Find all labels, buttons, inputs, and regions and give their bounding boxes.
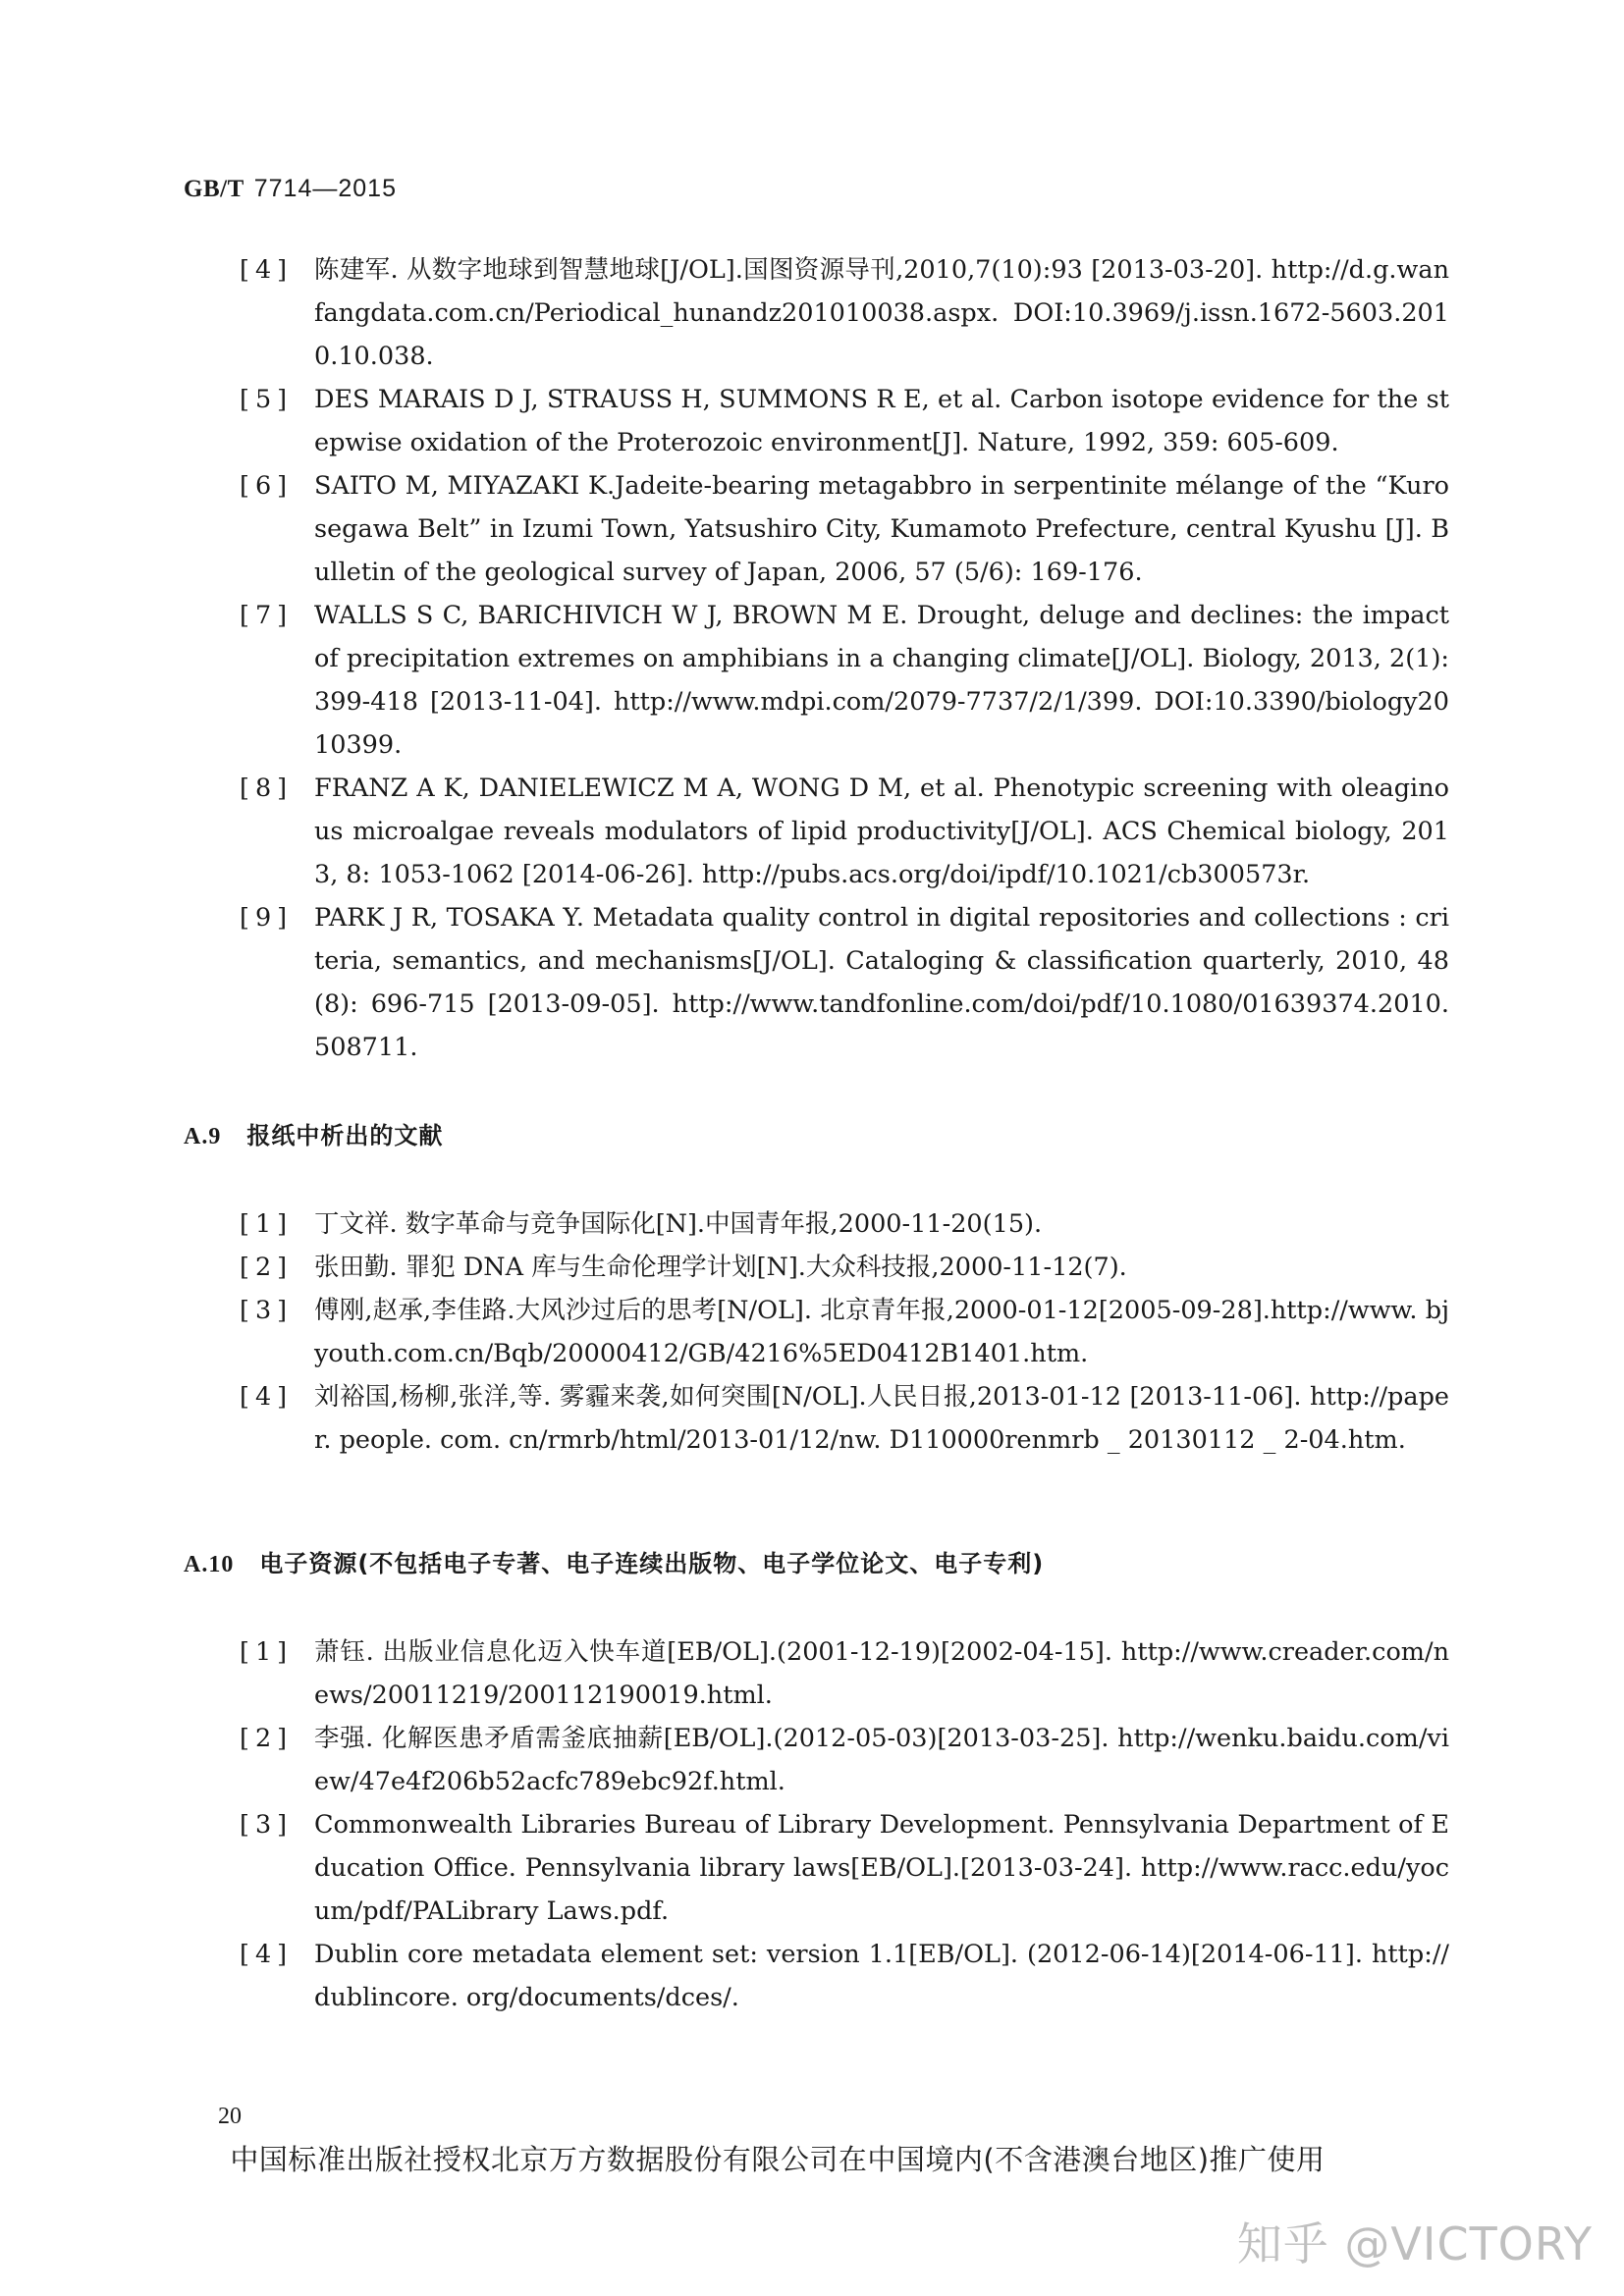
reference-index: [1] [240, 1209, 294, 1239]
reference-index: [8] [240, 774, 294, 803]
reference-item [240, 767, 1449, 896]
section-number: A.10 [184, 1552, 235, 1577]
reference-index: [4] [240, 255, 294, 285]
reference-text: 张田勤. 罪犯 DNA 库与生命伦理学计划[N].大众科技报,2000-11-12(7). [314, 1253, 1127, 1282]
reference-text: DES MARAIS D J, STRAUSS H, SUMMONS R E, et al. Carbon isotope evidence for the stepwise oxidation of the Proterozoic environment[J]. Nature, 1992, 359: 605-609. [314, 385, 1449, 457]
reference-index: [4] [240, 1940, 294, 1969]
reference-item [240, 464, 1449, 594]
reference-text: 丁文祥. 数字革命与竞争国际化[N].中国青年报,2000-11-20(15). [314, 1209, 1043, 1239]
reference-text: Dublin core metadata element set: version 1.1[EB/OL]. (2012-06-14)[2014-06-11]. http://dublincore. org/documents/dces/. [314, 1940, 1449, 2012]
reference-item [240, 594, 1449, 767]
standard-number: 7714—2015 [253, 175, 397, 202]
reference-text: 萧钰. 出版业信息化迈入快车道[EB/OL].(2001-12-19)[2002-04-15]. http://www.creader.com/news/20011219/200112190019.html. [314, 1637, 1449, 1710]
reference-item [240, 896, 1449, 1069]
reference-item [240, 1717, 1449, 1803]
section-heading-a9 [184, 1116, 443, 1150]
reference-item [240, 1202, 1449, 1246]
reference-index: [6] [240, 471, 294, 501]
reference-item [240, 1803, 1449, 1933]
reference-index: [4] [240, 1382, 294, 1412]
reference-item [240, 1933, 1449, 2019]
reference-text: 李强. 化解医患矛盾需釜底抽薪[EB/OL].(2012-05-03)[2013-03-25]. http://wenku.baidu.com/view/47e4f206b52acfc789ebc92f.html. [314, 1724, 1449, 1796]
reference-index: [3] [240, 1810, 294, 1840]
reference-text: PARK J R, TOSAKA Y. Metadata quality control in digital repositories and collections : criteria, semantics, and mechanisms[J/OL]. Cataloging & classification quarterly, 2010, 48(8): 696-715 [2013-09-05]. http://www.tandfonline.com/doi/pdf/10.1080/01639374.2010.508711. [314, 903, 1449, 1062]
reference-index: [2] [240, 1253, 294, 1282]
reference-text: 刘裕国,杨柳,张洋,等. 雾霾来袭,如何突围[N/OL].人民日报,2013-01-12 [2013-11-06]. http://paper. people. com. cn/rmrb/html/2013-01/12/nw. D110000renmrb _ 20130112 _ 2-04.htm. [314, 1382, 1449, 1455]
reference-text: SAITO M, MIYAZAKI K.Jadeite-bearing metagabbro in serpentinite mélange of the “Kurosegawa Belt” in Izumi Town, Yatsushiro City, Kumamoto Prefecture, central Kyushu [J]. Bulletin of the geological survey of Japan, 2006, 57 (5/6): 169-176. [314, 471, 1449, 587]
reference-index: [2] [240, 1724, 294, 1753]
page-number: 20 [218, 2104, 242, 2129]
reference-index: [9] [240, 903, 294, 933]
reference-text: FRANZ A K, DANIELEWICZ M A, WONG D M, et al. Phenotypic screening with oleaginous microalgae reveals modulators of lipid productivity[J/OL]. ACS Chemical biology, 2013, 8: 1053-1062 [2014-06-26]. http://pubs.acs.org/doi/ipdf/10.1021/cb300573r. [314, 774, 1449, 889]
standard-code: GB/T [184, 176, 244, 202]
reference-text: WALLS S C, BARICHIVICH W J, BROWN M E. Drought, deluge and declines: the impact of precipitation extremes on amphibians in a changing climate[J/OL]. Biology, 2013, 2(1): 399-418 [2013-11-04]. http://www.mdpi.com/2079-7737/2/1/399. DOI:10.3390/biology2010399. [314, 601, 1449, 760]
reference-text: 傅刚,赵承,李佳路.大风沙过后的思考[N/OL]. 北京青年报,2000-01-12[2005-09-28].http://www. bjyouth.com.cn/Bqb/20000412/GB/4216%5ED0412B1401.htm. [314, 1296, 1449, 1368]
watermark: 知乎 @VICTORY [1236, 2217, 1593, 2270]
section-title: 报纸中析出的文献 [246, 1122, 444, 1149]
footer-license-notice: 中国标准出版社授权北京万方数据股份有限公司在中国境内(不含港澳台地区)推广使用 [230, 2143, 1326, 2176]
section-title: 电子资源(不包括电子专著、电子连续出版物、电子学位论文、电子专利) [259, 1550, 1045, 1577]
reference-index: [3] [240, 1296, 294, 1325]
reference-item [240, 1630, 1449, 1717]
section-number: A.9 [184, 1124, 222, 1149]
reference-item [240, 1289, 1449, 1375]
reference-item [240, 1246, 1449, 1289]
reference-item [240, 378, 1449, 464]
reference-index: [1] [240, 1637, 294, 1667]
reference-index: [7] [240, 601, 294, 630]
reference-item [240, 1375, 1449, 1462]
reference-item [240, 248, 1449, 378]
reference-index: [5] [240, 385, 294, 414]
section-heading-a10 [184, 1544, 1044, 1578]
reference-text: 陈建军. 从数字地球到智慧地球[J/OL].国图资源导刊,2010,7(10):93 [2013-03-20]. http://d.g.wanfangdata.com.cn/Periodical_hunandz201010038.aspx. DOI:10.3969/j.issn.1672-5603.2010.10.038. [314, 255, 1449, 371]
document-header [184, 175, 397, 203]
reference-text: Commonwealth Libraries Bureau of Library Development. Pennsylvania Department of Education Office. Pennsylvania library laws[EB/OL].[2013-03-24]. http://www.racc.edu/yocum/pdf/PALibrary Laws.pdf. [314, 1810, 1449, 1926]
